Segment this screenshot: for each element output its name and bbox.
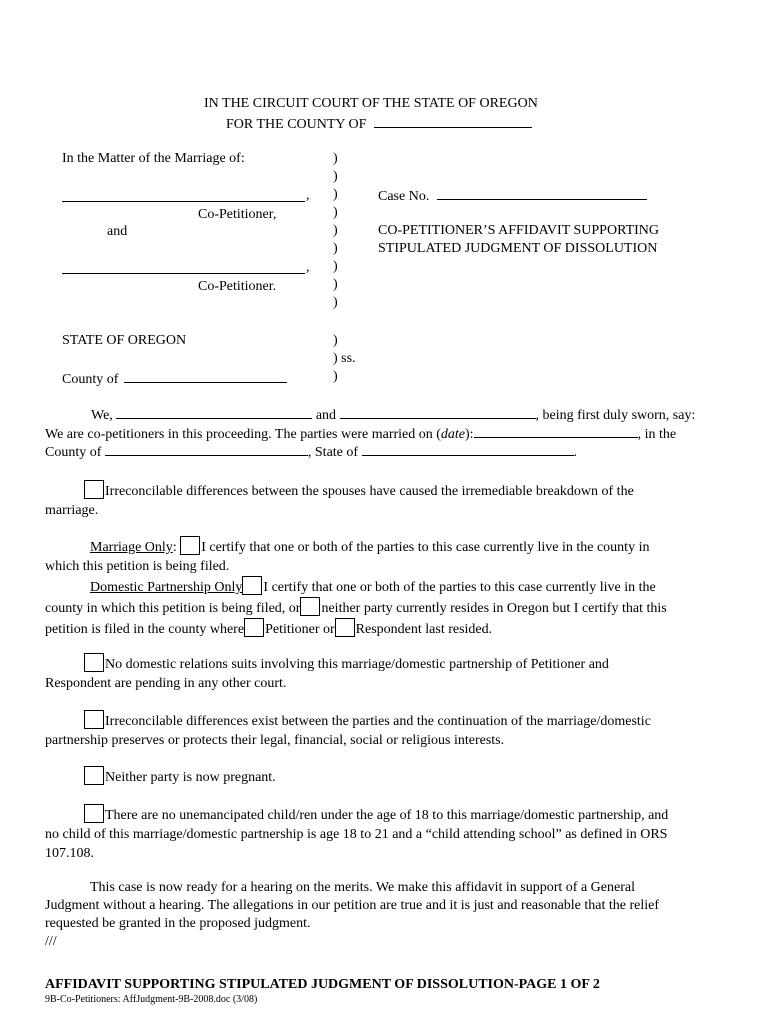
paren: ) bbox=[333, 223, 338, 238]
petitioner-or-text: Petitioner or bbox=[265, 622, 335, 637]
no-children-checkbox[interactable] bbox=[84, 804, 104, 823]
petitioner-resided-checkbox[interactable] bbox=[244, 618, 264, 637]
no-other-suits-checkbox[interactable] bbox=[84, 653, 104, 672]
venue-county-field[interactable] bbox=[124, 370, 287, 383]
oath-in-the: , in the bbox=[637, 427, 677, 442]
marriage-state-field[interactable] bbox=[362, 443, 574, 456]
venue-state: STATE OF OREGON bbox=[62, 333, 187, 348]
county-heading-field[interactable] bbox=[374, 115, 532, 128]
domestic-partnership-label: Domestic Partnership Only bbox=[90, 580, 243, 595]
oath-and: and bbox=[315, 408, 337, 423]
domestic-partnership-line-2: county in which this petition is being filed, or bbox=[45, 601, 301, 616]
paren: ) bbox=[333, 187, 338, 202]
oath-married-text: We are co-petitioners in this proceeding. The parties were married on ( bbox=[45, 427, 441, 442]
neither-resides-text: neither party currently resides in Oregon but I certify that this bbox=[321, 601, 667, 616]
paren: ) bbox=[333, 151, 338, 166]
not-pregnant-text: Neither party is now pregnant. bbox=[105, 770, 276, 785]
paren: ) bbox=[333, 369, 338, 384]
case-number-field[interactable] bbox=[437, 187, 647, 200]
domestic-partnership-text: I certify that one or both of the parties to this case currently live in the bbox=[263, 580, 656, 595]
paren: ) bbox=[333, 169, 338, 184]
co-petitioner-2-oath-field[interactable] bbox=[340, 406, 536, 419]
paren: ) bbox=[333, 241, 338, 256]
closing-line-4: /// bbox=[45, 934, 57, 949]
no-other-suits-text: No domestic relations suits involving this marriage/domestic partnership of Petitioner and bbox=[105, 657, 609, 672]
marriage-only-text-2: which this petition is being filed. bbox=[45, 559, 230, 574]
oath-county-label: County of bbox=[45, 445, 102, 460]
closing-statement bbox=[45, 879, 725, 951]
footer-file-name: 9B-Co-Petitioners: AffJudgment-9B-2008.doc (3/08) bbox=[45, 994, 258, 1005]
oath-period: . bbox=[573, 445, 578, 460]
irreconcilable-breakdown-text: Irreconcilable differences between the spouses have caused the irremediable breakdown of the bbox=[105, 484, 634, 499]
irreconcilable-interests-statement bbox=[45, 710, 725, 750]
oath-married-close: ): bbox=[465, 427, 474, 442]
respondent-resided-checkbox[interactable] bbox=[335, 618, 355, 637]
domestic-partnership-line-3: petition is filed in the county where bbox=[45, 622, 245, 637]
co-petitioner-2-label: Co-Petitioner. bbox=[198, 279, 277, 294]
court-heading: IN THE CIRCUIT COURT OF THE STATE OF OREGON bbox=[204, 96, 538, 111]
co-petitioner-1-name-field[interactable] bbox=[62, 201, 305, 202]
matter-label: In the Matter of the Marriage of: bbox=[62, 151, 245, 166]
marriage-only-text: I certify that one or both of the parties to this case currently live in the county in bbox=[201, 540, 650, 555]
oath-state-label: , State of bbox=[307, 445, 359, 460]
oath-date-word: date bbox=[440, 427, 466, 442]
oath-line-3 bbox=[45, 443, 577, 461]
oath-line-2 bbox=[45, 425, 676, 443]
venue-county-label: County of bbox=[62, 372, 119, 387]
marriage-only-colon: : bbox=[172, 540, 177, 555]
oath-sworn: , being first duly sworn, say: bbox=[535, 408, 696, 423]
ss-label: ) ss. bbox=[333, 351, 356, 366]
not-pregnant-checkbox[interactable] bbox=[84, 766, 104, 785]
domestic-partnership-checkbox[interactable] bbox=[242, 576, 262, 595]
and-label: and bbox=[107, 224, 128, 239]
county-heading bbox=[226, 115, 532, 133]
no-other-suits-text-2: Respondent are pending in any other court. bbox=[45, 676, 287, 691]
co-petitioner-1-label: Co-Petitioner, bbox=[198, 207, 277, 222]
marriage-county-field[interactable] bbox=[105, 443, 308, 456]
irreconcilable-breakdown-checkbox[interactable] bbox=[84, 480, 104, 499]
comma-2: , bbox=[306, 260, 310, 275]
closing-line-2: Judgment without a hearing. The allegations in our petition are true and it is just and reasonable that the relief bbox=[45, 898, 660, 913]
oath-line-1 bbox=[91, 406, 695, 424]
neither-resides-checkbox[interactable] bbox=[300, 597, 320, 616]
closing-line-1: This case is now ready for a hearing on the merits. We make this affidavit in support of a General bbox=[90, 880, 635, 895]
footer-title: AFFIDAVIT SUPPORTING STIPULATED JUDGMENT OF DISSOLUTION-PAGE 1 OF 2 bbox=[45, 977, 600, 992]
irreconcilable-breakdown-text-2: marriage. bbox=[45, 503, 99, 518]
marriage-only-label: Marriage Only bbox=[90, 540, 173, 555]
irreconcilable-interests-text-2: partnership preserves or protects their legal, financial, social or religious interests. bbox=[45, 733, 505, 748]
marriage-only-checkbox[interactable] bbox=[180, 536, 200, 555]
pregnancy-statement bbox=[45, 766, 725, 787]
paren: ) bbox=[333, 277, 338, 292]
county-heading-label: FOR THE COUNTY OF bbox=[226, 117, 367, 132]
irreconcilable-interests-checkbox[interactable] bbox=[84, 710, 104, 729]
children-statement bbox=[45, 804, 725, 863]
case-number-label: Case No. bbox=[378, 189, 430, 204]
oath-we: We, bbox=[91, 408, 113, 423]
no-children-text-2: no child of this marriage/domestic partnership is age 18 to 21 and a “child attending school” as defined in ORS bbox=[45, 827, 668, 842]
document-title-line-1: CO-PETITIONER’S AFFIDAVIT SUPPORTING bbox=[378, 223, 660, 238]
residency-statement bbox=[45, 536, 725, 639]
paren: ) bbox=[333, 205, 338, 220]
closing-line-3: requested be granted in the proposed judgment. bbox=[45, 916, 311, 931]
no-other-suits-statement bbox=[45, 653, 725, 693]
irreconcilable-breakdown-statement bbox=[45, 480, 725, 520]
marriage-date-field[interactable] bbox=[474, 425, 638, 438]
paren: ) bbox=[333, 295, 338, 310]
co-petitioner-1-oath-field[interactable] bbox=[116, 406, 312, 419]
paren: ) bbox=[333, 259, 338, 274]
respondent-resided-text: Respondent last resided. bbox=[355, 622, 493, 637]
case-number bbox=[378, 187, 647, 205]
no-children-text: There are no unemancipated child/ren under the age of 18 to this marriage/domestic partnership, and bbox=[105, 808, 669, 823]
comma-1: , bbox=[306, 188, 310, 203]
paren: ) bbox=[333, 333, 338, 348]
co-petitioner-2-name-field[interactable] bbox=[62, 273, 305, 274]
irreconcilable-interests-text: Irreconcilable differences exist between the parties and the continuation of the marriage/domestic bbox=[105, 714, 651, 729]
document-title-line-2: STIPULATED JUDGMENT OF DISSOLUTION bbox=[378, 241, 658, 256]
venue-county bbox=[62, 370, 287, 388]
no-children-text-3: 107.108. bbox=[45, 846, 94, 861]
